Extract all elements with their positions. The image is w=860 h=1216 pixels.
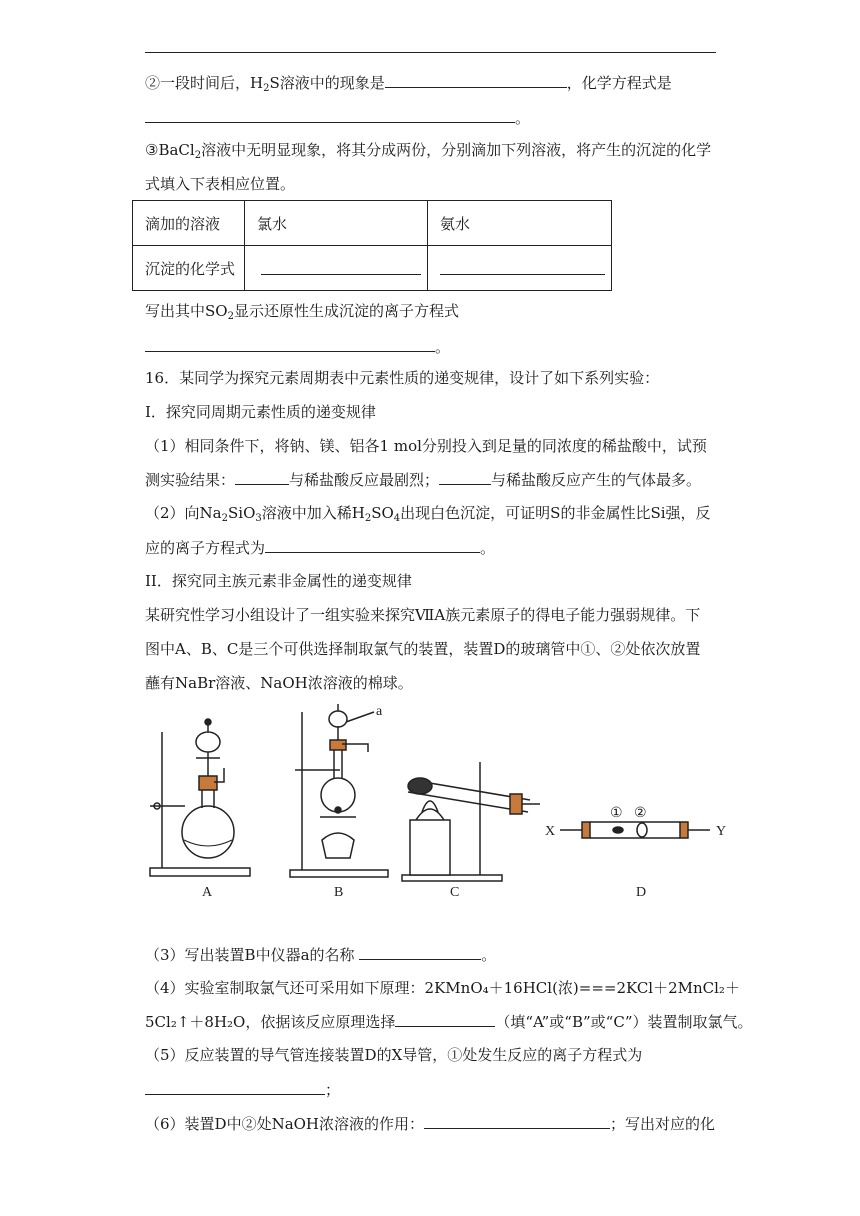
text: S溶液中的现象是 — [269, 74, 385, 92]
text: 写出其中SO — [145, 302, 228, 320]
table-answer-cell[interactable] — [428, 246, 612, 291]
answer-blank[interactable] — [424, 1112, 610, 1129]
q15-item2-line2 — [145, 106, 530, 129]
q16-s2-line1: （2）向$Na_2SiO_3$溶液中加入稀$H_2SO_4$出现白色沉淀，可证明S的非金属性比Si强，反 — [145, 504, 711, 524]
text: （2）向Na — [145, 504, 222, 522]
answer-blank[interactable] — [395, 1010, 495, 1027]
text: （6）装置D中②处NaOH浓溶液的作用： — [145, 1115, 425, 1133]
q16-part1-heading: I．探究同周期元素性质的递变规律 — [145, 403, 376, 421]
q16-s5: （5）反应装置的导气管连接装置D的X导管，①处发生反应的离子方程式为 — [145, 1046, 643, 1064]
q16-part2-line2: 图中A、B、C是三个可供选择制取氯气的装置，装置D的玻璃管中①、②处依次放置 — [145, 640, 701, 658]
q16-s4-line1: （4）实验室制取氯气还可采用如下原理：2KMnO₄＋16HCl(浓)===2KCl＋2MnCl₂＋ — [145, 979, 740, 997]
mark-2: ② — [634, 806, 647, 821]
q16-s3 — [145, 943, 496, 966]
text: 5Cl₂↑＋8H₂O，依据该反应原理选择 — [145, 1013, 396, 1031]
text: ； — [325, 1081, 341, 1099]
q16-s4-line2 — [145, 1010, 752, 1033]
text: ③BaCl — [145, 141, 195, 159]
text: 应的离子方程式为 — [145, 539, 266, 557]
apparatus-a — [150, 719, 250, 876]
text: 与稀盐酸反应产生的气体最多。 — [491, 471, 702, 489]
apparatus-figure — [140, 700, 740, 905]
answer-blank[interactable] — [265, 536, 480, 553]
text: 。 — [515, 109, 531, 127]
text: SiO — [228, 504, 256, 522]
text: 显示还原性生成沉淀的离子方程式 — [233, 302, 459, 320]
q15-item3-line1: ③BaCl$_2$溶液中无明显现象，将其分成两份，分别滴加下列溶液，将产生的沉淀的化学 — [145, 141, 712, 161]
answer-blank[interactable] — [440, 258, 605, 275]
q16-intro: 16．某同学为探究元素周期表中元素性质的递变规律，设计了如下系列实验： — [145, 369, 660, 387]
table-row-label: 沉淀的化学式 — [133, 246, 245, 291]
q15-write-line: 写出其中$SO_2$显示还原性生成沉淀的离子方程式 — [145, 302, 459, 322]
answer-blank[interactable] — [145, 106, 515, 123]
text: 溶液中无明显现象，将其分成两份，分别滴加下列溶液，将产生的沉淀的化学 — [201, 141, 712, 159]
figure-label-c: C — [450, 885, 460, 900]
top-rule — [145, 52, 716, 53]
text: ②一段时间后，H — [145, 74, 264, 92]
text: ，化学方程式是 — [566, 74, 672, 92]
text: 。 — [480, 539, 496, 557]
text: 溶液中加入稀H — [261, 504, 365, 522]
answer-blank[interactable] — [261, 258, 421, 275]
apparatus-c — [402, 762, 540, 881]
q16-s6 — [145, 1112, 715, 1135]
apparatus-b — [290, 704, 388, 877]
q16-s2-line2 — [145, 536, 495, 559]
figure-label-a: A — [202, 885, 213, 900]
mark-1: ① — [610, 806, 623, 821]
answer-blank[interactable] — [439, 468, 491, 485]
q15-item2-line1: ②一段时间后，$H_2S$溶液中的现象是 ，化学方程式是 — [145, 71, 672, 94]
q16-part2-heading: II．探究同主族元素非金属性的递变规律 — [145, 572, 412, 590]
q16-s1-line2 — [145, 468, 701, 491]
label-x: X — [545, 824, 556, 839]
apparatus-d — [560, 822, 710, 838]
answer-blank[interactable] — [145, 335, 435, 352]
q16-part2-line3: 蘸有NaBr溶液、NaOH浓溶液的棉球。 — [145, 674, 413, 692]
figure-label-d: D — [636, 885, 647, 900]
figure-label-b: B — [334, 885, 344, 900]
q16-part2-line1: 某研究性学习小组设计了一组实验来探究ⅦA族元素原子的得电子能力强弱规律。下 — [145, 606, 701, 624]
label-y: Y — [716, 824, 727, 839]
answer-blank[interactable] — [385, 71, 567, 88]
text: 测实验结果： — [145, 471, 236, 489]
table-header-cell: 氯水 — [245, 201, 428, 246]
table-header-cell: 滴加的溶液 — [133, 201, 245, 246]
instrument-label-a: a — [376, 704, 383, 719]
text: 与稀盐酸反应最剧烈； — [289, 471, 440, 489]
answer-blank[interactable] — [145, 1078, 325, 1095]
table-answer-cell[interactable] — [245, 246, 428, 291]
precipitate-table — [132, 200, 612, 291]
text: 出现白色沉淀，可证明S的非金属性比Si强，反 — [400, 504, 711, 522]
answer-blank[interactable] — [359, 943, 481, 960]
q16-s5-blank-line — [145, 1078, 340, 1101]
q15-write-blank-line — [145, 335, 450, 358]
text: （3）写出装置B中仪器a的名称 — [145, 946, 355, 964]
answer-blank[interactable] — [235, 468, 289, 485]
text: （填“A”或“B”或“C”）装置制取氯气。 — [495, 1013, 753, 1031]
q15-item3-line2: 式填入下表相应位置。 — [145, 175, 296, 193]
text: 。 — [435, 338, 451, 356]
text: 。 — [481, 946, 497, 964]
q16-s1-line1: （1）相同条件下，将钠、镁、铝各1 mol分别投入到足量的同浓度的稀盐酸中，试预 — [145, 437, 707, 455]
table-header-cell: 氨水 — [428, 201, 612, 246]
text: ；写出对应的化 — [610, 1115, 716, 1133]
text: SO — [371, 504, 394, 522]
